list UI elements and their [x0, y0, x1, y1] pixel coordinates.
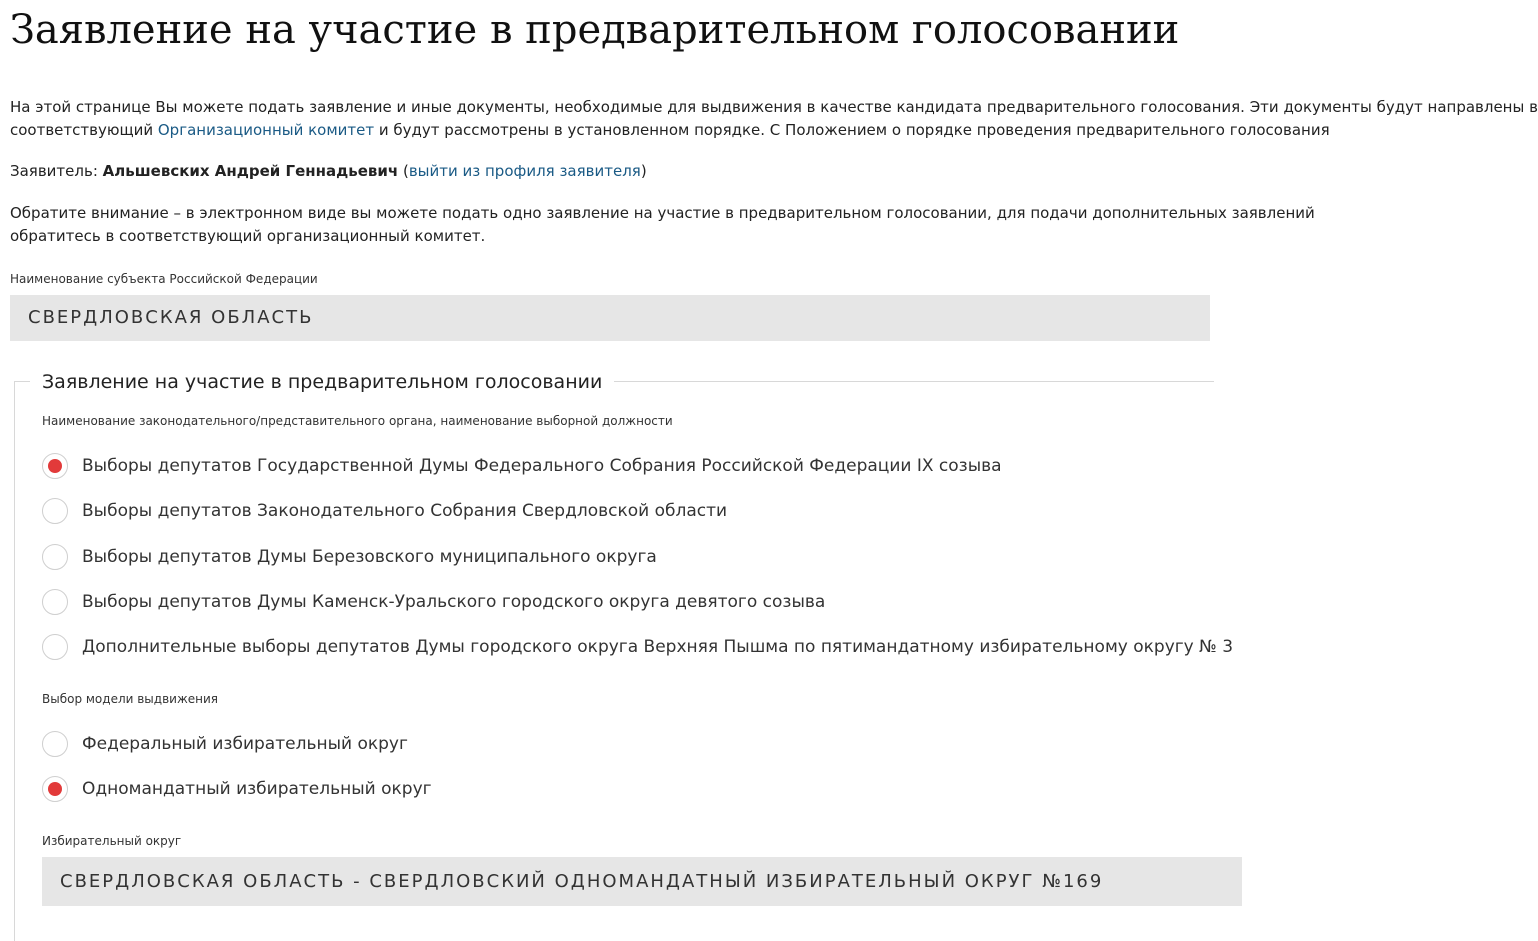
radio-option[interactable] — [42, 543, 657, 571]
notice-paragraph — [10, 202, 1315, 248]
radio-button-checked[interactable] — [42, 776, 68, 802]
radio-option[interactable] — [42, 633, 1233, 661]
open-paren: ( — [398, 162, 409, 180]
radio-option-label: Одномандатный избирательный округ — [82, 779, 432, 799]
close-paren: ) — [640, 162, 647, 180]
radio-button[interactable] — [42, 544, 68, 570]
radio-option[interactable] — [42, 497, 727, 525]
applicant-label: Заявитель: — [10, 162, 103, 180]
radio-button[interactable] — [42, 634, 68, 660]
radio-option[interactable] — [42, 588, 825, 616]
radio-button[interactable] — [42, 589, 68, 615]
radio-selected-dot — [48, 782, 62, 796]
radio-selected-dot — [48, 459, 62, 473]
intro-line-2-start: соответствующий — [10, 121, 158, 139]
radio-option-label: Выборы депутатов Законодательного Собрания Свердловской области — [82, 501, 728, 522]
applicant-line — [10, 160, 647, 183]
radio-option-label: Федеральный избирательный округ — [82, 734, 408, 754]
organizing-committee-link[interactable]: Организационный комитет — [157, 121, 375, 139]
page-title: Заявление на участие в предварительном голосовании — [10, 7, 1180, 53]
logout-applicant-link[interactable]: выйти из профиля заявителя — [408, 162, 641, 180]
notice-line-1: Обратите внимание – в электронном виде вы можете подать одно заявление на участие в предварительном голосовании, для подачи дополнительных заявлений — [10, 204, 1315, 222]
region-label: Наименование субъекта Российской Федерации — [10, 272, 318, 286]
region-field[interactable]: СВЕРДЛОВСКАЯ ОБЛАСТЬ — [10, 295, 1210, 341]
radio-option-label: Выборы депутатов Думы Березовского муниципального округа — [82, 546, 657, 567]
radio-option[interactable] — [42, 775, 432, 803]
intro-paragraph — [10, 96, 1538, 142]
radio-button[interactable] — [42, 498, 68, 524]
district-label: Избирательный округ — [42, 834, 182, 848]
radio-option-label: Выборы депутатов Думы Каменск-Уральского городского округа девятого созыва — [82, 591, 826, 612]
radio-option[interactable] — [42, 730, 408, 758]
radio-button-checked[interactable] — [42, 453, 68, 479]
election-body-label: Наименование законодательного/представительного органа, наименование выборной должности — [42, 414, 673, 428]
radio-option-label: Выборы депутатов Государственной Думы Федерального Собрания Российской Федерации IX созыва — [82, 456, 1002, 476]
radio-option[interactable] — [42, 452, 1002, 480]
fieldset-legend: Заявление на участие в предварительном голосовании — [30, 369, 614, 395]
radio-button[interactable] — [42, 731, 68, 757]
district-field[interactable]: СВЕРДЛОВСКАЯ ОБЛАСТЬ - СВЕРДЛОВСКИЙ ОДНОМАНДАТНЫЙ ИЗБИРАТЕЛЬНЫЙ ОКРУГ №169 — [42, 857, 1242, 906]
notice-line-2: обратитесь в соответствующий организационный комитет. — [10, 227, 486, 245]
nomination-model-label: Выбор модели выдвижения — [42, 692, 219, 706]
intro-line-1: На этой странице Вы можете подать заявление и иные документы, необходимые для выдвижения в качестве кандидата предварительного голосования. Эти документы будут направлены в — [10, 98, 1538, 116]
intro-line-2-end: и будут рассмотрены в установленном порядке. С Положением о порядке проведения предварительного голосования — [374, 121, 1330, 139]
radio-option-label: Дополнительные выборы депутатов Думы городского округа Верхняя Пышма по пятимандатному избирательному округу № 3 — [82, 637, 1234, 658]
applicant-name: Альшевских Андрей Геннадьевич — [102, 162, 399, 180]
